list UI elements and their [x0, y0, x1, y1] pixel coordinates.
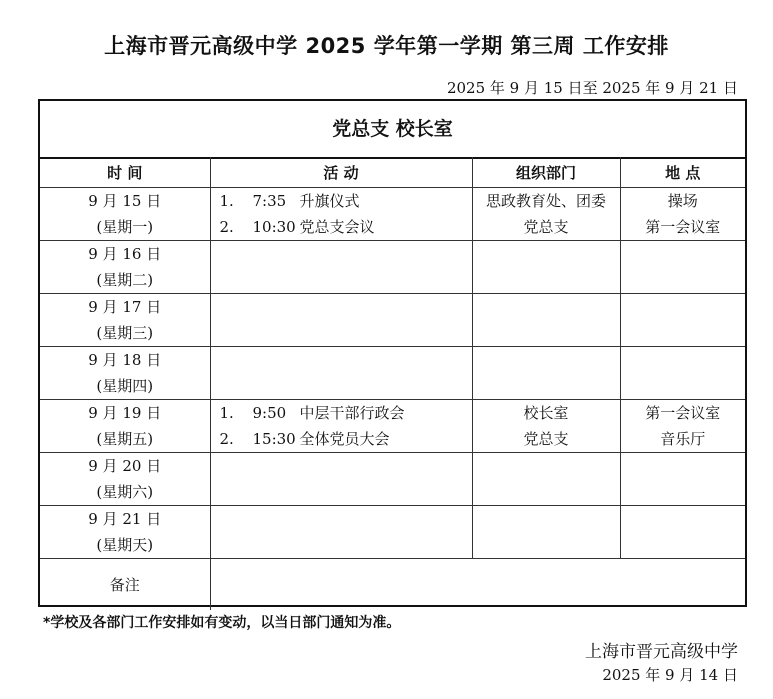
location-cell	[620, 241, 745, 294]
schedule-frame	[38, 99, 747, 607]
header-department: 组织部门	[472, 157, 620, 188]
department-cell	[472, 188, 620, 241]
header-activity: 活 动	[210, 157, 472, 188]
department-cell	[472, 453, 620, 506]
date-range: 2025 年 9 月 15 日至 2025 年 9 月 21 日	[446, 79, 738, 97]
weekday-label: (星期三)	[96, 324, 154, 342]
day-cell	[40, 241, 210, 294]
activity-item	[220, 214, 472, 240]
table-row	[40, 241, 745, 294]
sign-date: 2025 年 9 月 14 日	[602, 666, 738, 684]
activity-time: 15:30	[252, 430, 296, 448]
footnote: *学校及各部门工作安排如有变动，以当日部门通知为准。	[43, 615, 401, 631]
office-heading: 党总支 校长室	[40, 101, 745, 159]
location-cell	[620, 188, 745, 241]
remark-value	[210, 559, 745, 611]
location-cell	[620, 347, 745, 400]
department-cell	[472, 294, 620, 347]
table-row	[40, 294, 745, 347]
location-cell	[620, 294, 745, 347]
activity-number: 2.	[219, 430, 234, 448]
department-cell	[472, 400, 620, 453]
department-item: 思政教育处、团委	[485, 192, 606, 210]
activity-time: 10:30	[252, 218, 296, 236]
activity-name: 党总支会议	[299, 218, 375, 236]
department-cell	[472, 506, 620, 559]
department-cell	[472, 347, 620, 400]
date-label: 9 月 21 日	[88, 510, 162, 528]
activity-cell	[210, 188, 472, 241]
table-row	[40, 400, 745, 453]
date-label: 9 月 15 日	[88, 192, 162, 210]
location-cell	[620, 506, 745, 559]
date-label: 9 月 20 日	[88, 457, 162, 475]
location-item: 音乐厅	[660, 430, 706, 448]
activity-time: 9:50	[252, 404, 287, 422]
department-item: 党总支	[523, 430, 569, 448]
activity-item	[220, 400, 472, 426]
activity-number: 1.	[219, 404, 234, 422]
activity-cell	[210, 294, 472, 347]
location-cell	[620, 400, 745, 453]
weekday-label: (星期四)	[96, 377, 154, 395]
signer: 上海市晋元高级中学	[585, 642, 738, 662]
day-cell	[40, 453, 210, 506]
page-title: 上海市晋元高级中学 2025 学年第一学期 第三周 工作安排	[104, 34, 669, 58]
weekday-label: (星期天)	[96, 536, 154, 554]
activity-cell	[210, 347, 472, 400]
location-item: 第一会议室	[645, 218, 721, 236]
location-cell	[620, 453, 745, 506]
date-label: 9 月 17 日	[88, 298, 162, 316]
activity-name: 中层干部行政会	[299, 404, 405, 422]
activity-item	[220, 188, 472, 214]
date-label: 9 月 16 日	[88, 245, 162, 263]
table-row	[40, 506, 745, 559]
department-item: 党总支	[523, 218, 569, 236]
weekday-label: (星期五)	[96, 430, 154, 448]
table-row	[40, 347, 745, 400]
activity-item	[220, 426, 472, 452]
location-item: 操场	[667, 192, 698, 210]
remark-label: 备注	[40, 559, 210, 611]
weekday-label: (星期六)	[96, 483, 154, 501]
department-cell	[472, 241, 620, 294]
weekday-label: (星期一)	[96, 218, 154, 236]
schedule-table	[40, 157, 745, 610]
activity-cell	[210, 241, 472, 294]
activity-cell	[210, 453, 472, 506]
weekday-label: (星期二)	[96, 271, 154, 289]
location-item: 第一会议室	[645, 404, 721, 422]
department-item: 校长室	[523, 404, 569, 422]
activity-time: 7:35	[252, 192, 287, 210]
day-cell	[40, 188, 210, 241]
activity-cell	[210, 506, 472, 559]
date-label: 9 月 19 日	[88, 404, 162, 422]
activity-cell	[210, 400, 472, 453]
day-cell	[40, 400, 210, 453]
table-row	[40, 453, 745, 506]
activity-name: 升旗仪式	[299, 192, 360, 210]
header-row	[40, 157, 745, 188]
activity-name: 全体党员大会	[299, 430, 390, 448]
table-row	[40, 188, 745, 241]
date-label: 9 月 18 日	[88, 351, 162, 369]
day-cell	[40, 294, 210, 347]
header-time: 时 间	[40, 157, 210, 188]
day-cell	[40, 506, 210, 559]
activity-number: 2.	[219, 218, 234, 236]
day-cell	[40, 347, 210, 400]
activity-number: 1.	[219, 192, 234, 210]
header-location: 地 点	[620, 157, 745, 188]
remark-row	[40, 559, 745, 611]
